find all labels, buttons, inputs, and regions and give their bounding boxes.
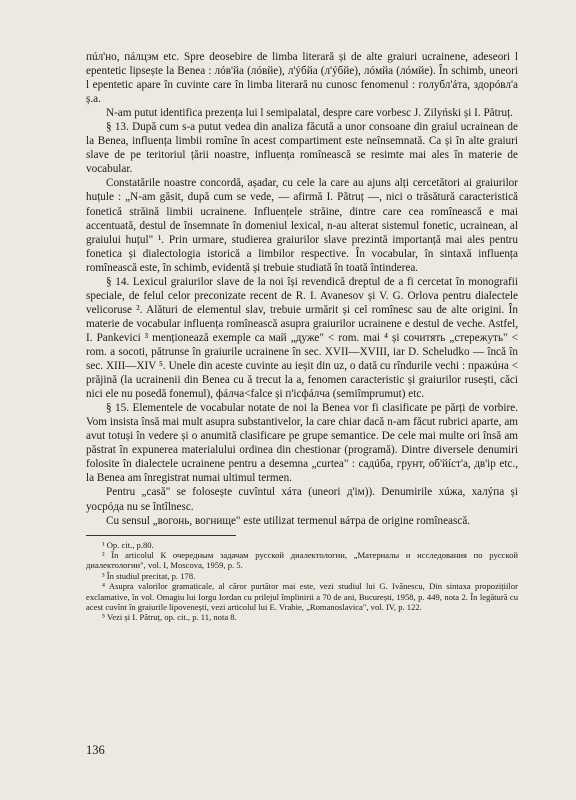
paragraph-2: N-am putut identifica prezența lui l semipalatal, despre care vorbesc J. Zilyński și I. Pătruț. — [106, 107, 513, 120]
paragraph-8: Cu sensul „вогонь, вогнище" este utilizat termenul вáтра de origine romînească. — [106, 514, 471, 527]
paragraph-section-15: § 15. Elementele de vocabular notate de noi la Benea vor fi clasificate pe părți de vorbire. Vom insista însă mai mult asupra substantivelor, la care chiar dacă n-am făcut rubrici aparte, am avut totuși în vedere și o anumită clasificare pe grupe semantice. De cele mai multe ori însă am păstrat în expunerea materialului ordinea din chestionar (programă). Dintre diversele denumiri folosite în dialectele ucrainene pentru a desemna „curtea" : садúба, грунт, об'йíст'а, дв'ір etc., la Benea am înregistrat numai ultimul termen. — [86, 402, 518, 485]
footnote-5: ⁵ Vezi și I. Pătruț, op. cit., p. 11, nota 8. — [102, 612, 237, 623]
footnote-2: ² În articolul К очередным задачам русской диалектологии, „Материалы и исследования по русской диалектологии", vol. I, Moscova, 1959, p. 5. — [86, 550, 518, 571]
paragraph-section-14: § 14. Lexicul graiurilor slave de la noi își revendică dreptul de a fi cercetat în monografii speciale, de felul celor preconizate recent de R. I. Avanesov și V. G. Orlova pentru dialectele velicoruse ². Alături de elementul slav, trebuie urmărit și cel romînesc sau de alte origini. În materie de vocabular influența romînească asupra graiurilor ucrainene e destul de veche. Astfel, I. Pankevici ³ menționează exemple ca май „дуже" < rom. mai ⁴ și сочитять „стережуть" < rom. a socoti, pătrunse în graiurile ucrainene în sec. XVII—XVIII, iar D. Scheludko — încă în sec. XIII—XIV ⁵. Unele din aceste cuvinte au ieșit din uz, o dată cu rîndurile vechi : пражúна < prăjină (la ucrainenii din Benea cu ă trecut la a, fenomen caracteristic și graiurilor rusești, căci nici ele nu posedă fonemul), фáлча<falce și п'ісфáлча (semiîmprumut) etc. — [86, 275, 518, 401]
footnotes — [86, 540, 518, 623]
body-text — [86, 50, 518, 623]
footnote-4: ⁴ Asupra valorilor gramaticale, al căror purtător mai este, vezi studiul lui G. Ivănescu, Din sintaxa propozițiilor exclamative, în vol. Omagiu lui Iorgu Iordan cu prilejul împlinirii a 70 de ani, București, 1958, p. 449, nota 2. În legătură cu acest cuvînt în graiurile lipovenești, vezi articolul lui E. Vrabie, „Romanoslavica", vol. IV, p. 122. — [86, 581, 518, 613]
paragraph-1: пúл'но, пáлцэм etc. Spre deosebire de limba literară și de alte graiuri ucrainene, adeseori l epentetic lipsește la Benea : лóв'йа (лóвйе), л'ýбйа (л'ýбйе), лóмйа (лóмйе). În schimb, uneori l epentetic apare în cuvinte care în limba literară nu cunosc fenomenul : голубл'áта, здорóвл'а ș.a. — [86, 51, 518, 106]
paragraph-7: Pentru „casă" se folosește cuvîntul хáта (uneori д'ім)). Denumirile хúжа, халýпа și уосрóда nu se întîlnesc. — [86, 486, 518, 513]
paragraph-4: Constatările noastre concordă, așadar, cu cele la care au ajuns alți cercetători ai graiurilor huțule : „N-am găsit, după cum se vede, — afirmă I. Pătruț —, nici o trăsătură caracteristică fonetică străină limbii ucrainene. Influențele străine, dintre care cea romînească e mai accentuată, destul de însemnate în domeniul lexical, n-au alterat sistemul fonetic, ucrainean, al graiului huțul" ¹. Prin urmare, studierea graiurilor slave prezintă importanță mai ales pentru fonetica și dialectologia istorică a limbilor respective. În vocabular, în sintaxă influența romînească este, în schimb, evidentă și trebuie studiată în toată întinderea. — [86, 177, 518, 274]
footnote-separator — [86, 535, 236, 536]
footnote-1: ¹ Op. cit., p.80. — [102, 539, 154, 550]
footnote-3: ³ În studiul precitat, p. 178. — [102, 570, 196, 581]
page-number: 136 — [86, 743, 105, 757]
paragraph-section-13: § 13. După cum s-a putut vedea din analiza făcută a unor consoane din graiul ucrainean de la Benea, influența limbii romîne în acest compartiment este neînsemnată. Ca și în alte graiuri slave de pe teritoriul țării noastre, influența romînească se resimte mai ales în materie de vocabular. — [86, 121, 518, 176]
